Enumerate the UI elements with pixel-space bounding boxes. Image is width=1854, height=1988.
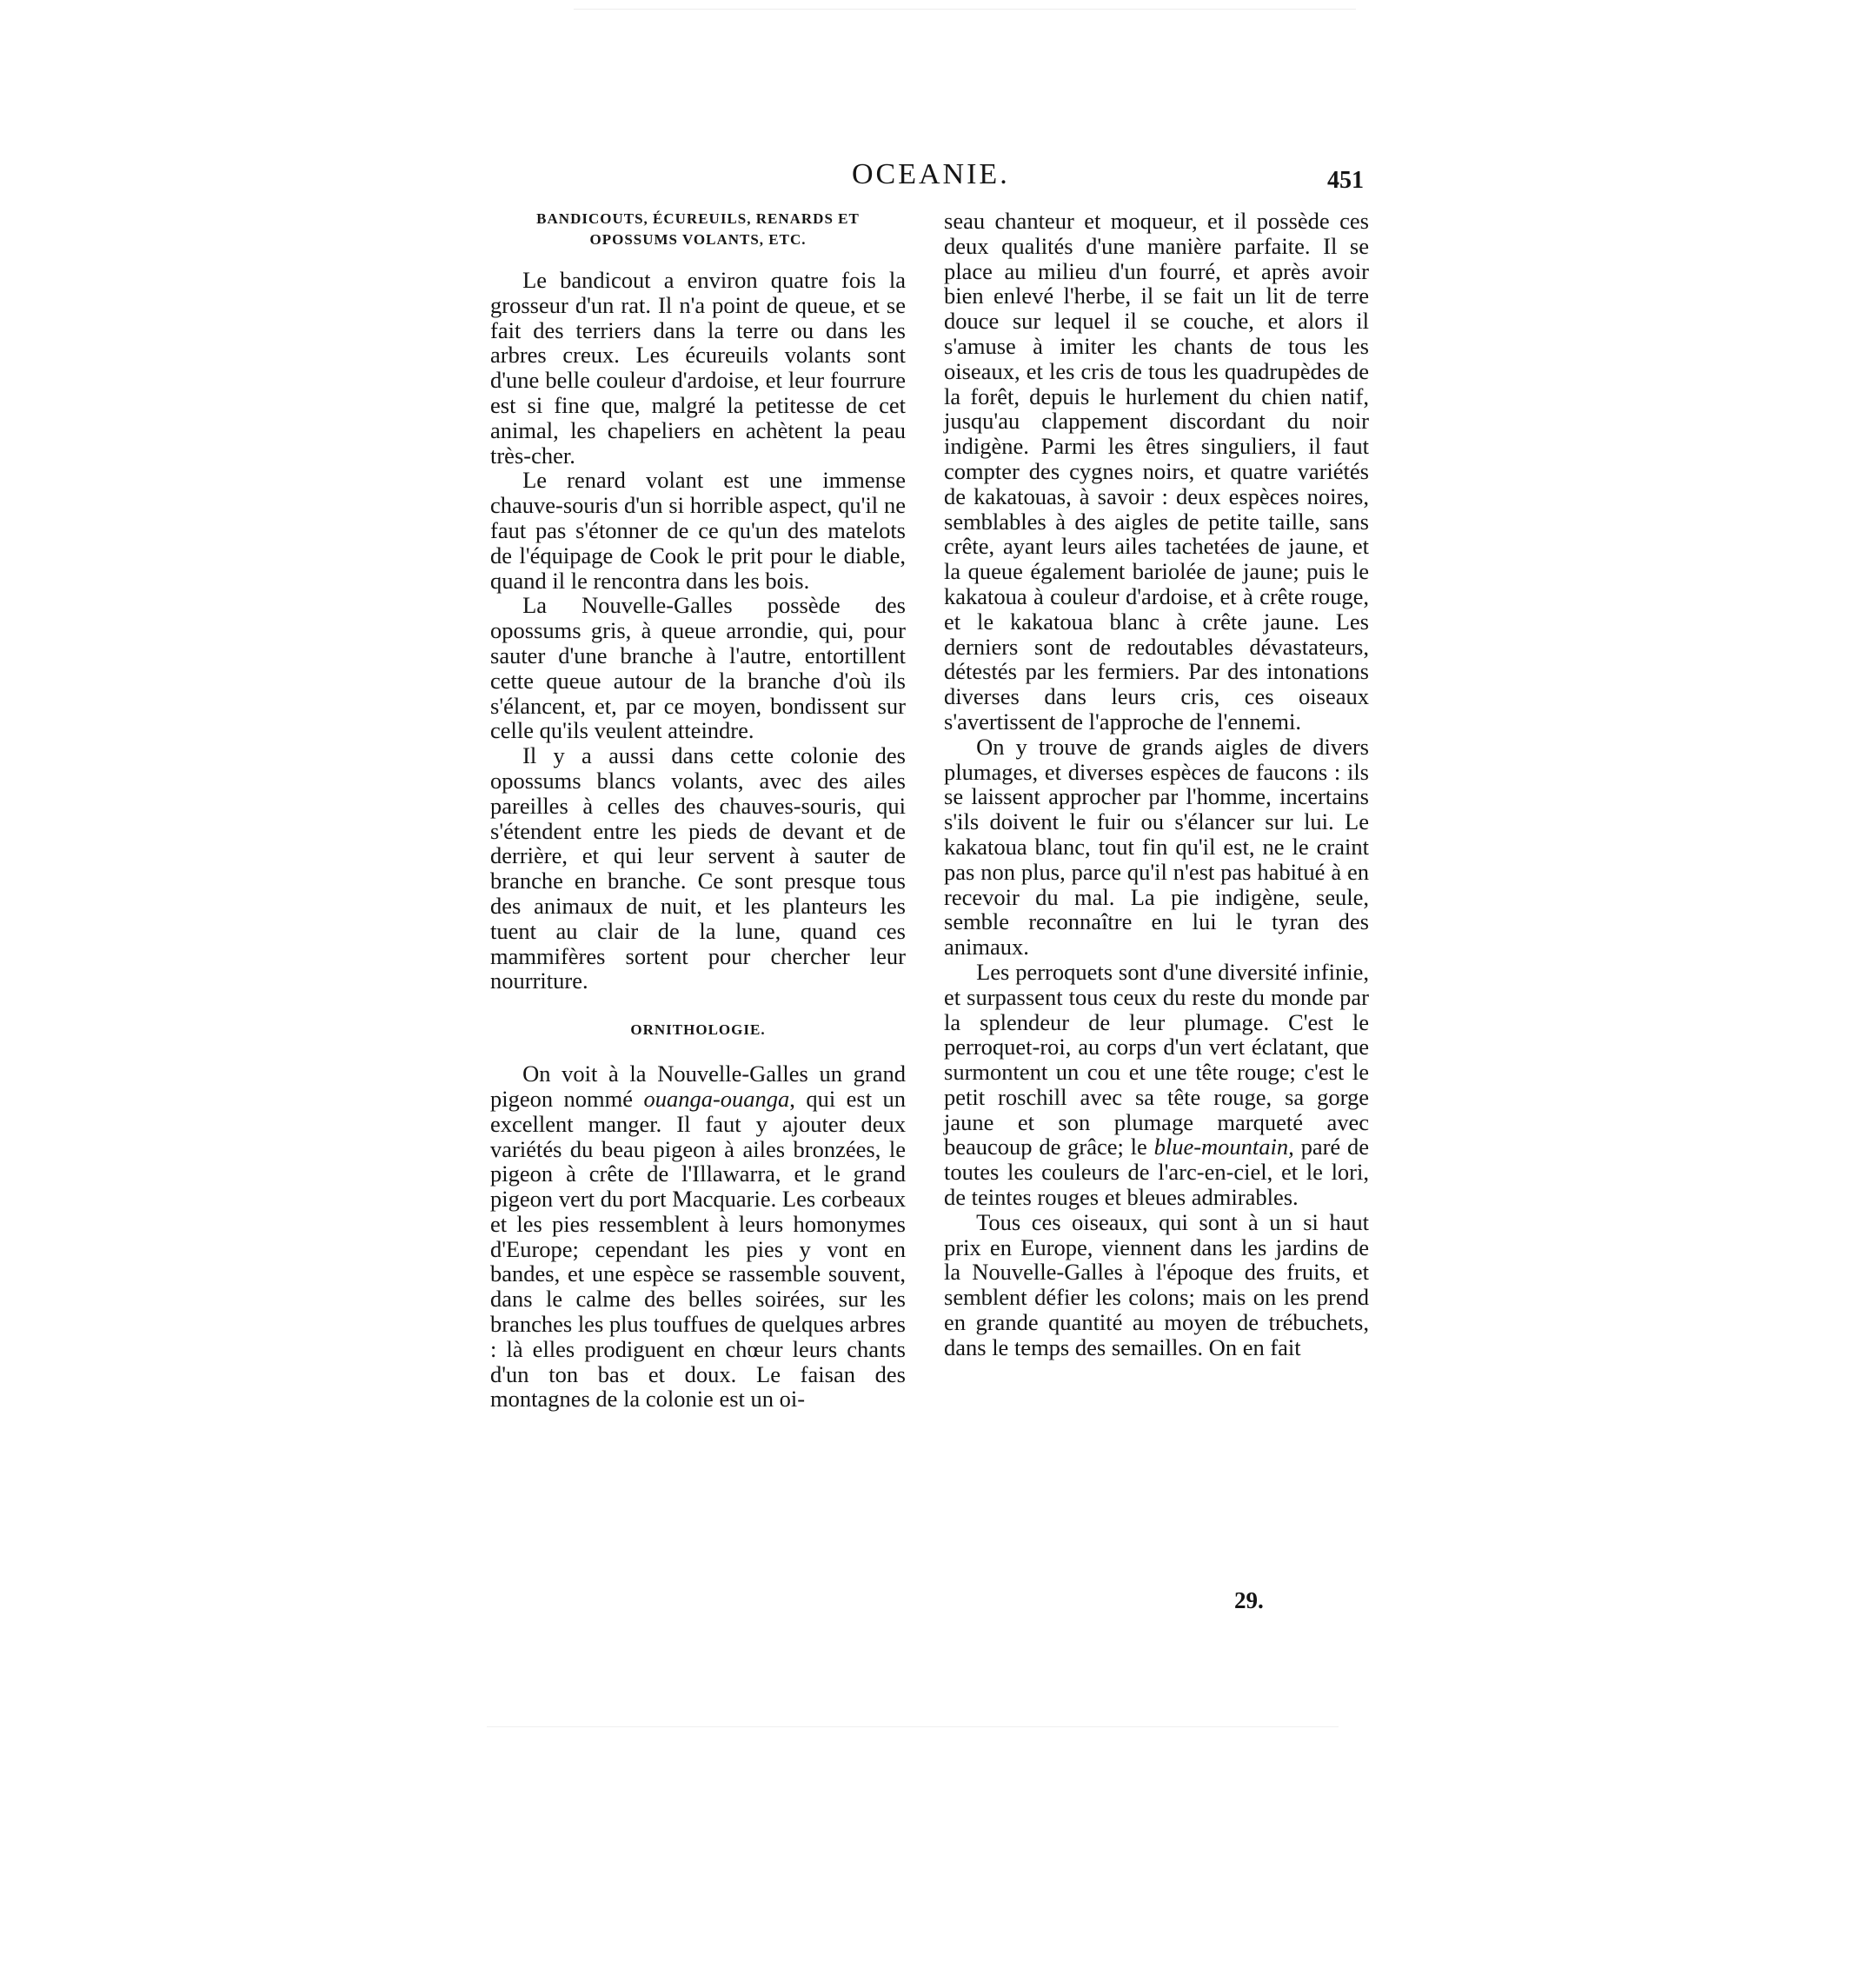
- section-title-ornithologie: ORNITHOLOGIE.: [630, 1021, 766, 1039]
- scan-edge-bottom: [487, 1726, 1339, 1727]
- paragraph-oiseaux-europe: Tous ces oiseaux, qui sont à un si haut prix en Europe, viennent dans les jardins de la Nouvelle-Galles à l'époque des fruits, et semblent défier les colons; mais on les prend en grande quantité au moyen de trébuchets, dans le temps des semailles. On en fait: [944, 1208, 1369, 1360]
- signature-mark: 29.: [1234, 1587, 1264, 1613]
- paragraph-pigeons: [490, 1061, 906, 1412]
- paragraph-opossums-gris: La Nouvelle-Galles possède des opossums gris, à queue arrondie, qui, pour sauter d'une branche à l'autre, entortillent cette queue autour de la branche d'où ils s'élancent, et, par ce moyen, bondissent sur celle qu'ils veulent atteindre.: [490, 592, 906, 744]
- paragraph-aigles: On y trouve de grands aigles de divers plumages, et diverses espèces de faucons : ils se laissent approcher par l'homme, incertains s'ils doivent le fuir ou s'élancer sur lui. Le kakatoua blanc, tout fin qu'il est, ne le craint pas non plus, parce qu'il n'est pas habitué à en recevoir du mal. La pie indigène, seule, semble reconnaître en lui le tyran des animaux.: [944, 733, 1369, 961]
- paragraph-perroquets: [944, 960, 1369, 1210]
- paragraph-faisan-continued: seau chanteur et moqueur, et il possède ces deux qualités d'une manière parfaite. Il se place au milieu d'un fourré, et après avoir bien enlevé l'herbe, il se fait un lit de terre douce sur lequel il se couche, et alors il s'amuse à imiter les chants de tous les oiseaux, et les cris de tous les quadrupèdes de la forêt, depuis le hurlement du chien natif, jusqu'au clappement discordant du noir indigène. Parmi les êtres singuliers, il faut compter des cygnes noirs, et quatre variétés de kakatouas, à savoir : deux espèces noires, semblables à des aigles de petite taille, sans crête, ayant leurs ailes tachetées de jaune, et la queue également bariolée de jaune; puis le kakatoua à couleur d'ardoise, et à crête rouge, et le kakatoua blanc à crête jaune. Les derniers sont de redoutables dévastateurs, détestés par les fermiers. Par des intonations diverses dans leurs cris, ces oiseaux s'avertissent de l'approche de l'ennemi.: [944, 208, 1369, 735]
- left-column: [490, 209, 906, 1412]
- paragraph-opossums-blancs: Il y a aussi dans cette colonie des opossums blancs volants, avec des ailes pareilles à celles des chauves-souris, qui s'étendent entre les pieds de devant et de derrière, et qui leur servent à sauter de branche en branche. Ce sont presque tous des animaux de nuit, et les planteurs les tuent au clair de la lune, quand ces mammifères sortent pour chercher leur nourriture.: [490, 742, 906, 994]
- paragraph-renard-volant: Le renard volant est une immense chauve-souris d'un si horrible aspect, qu'il ne faut pas s'étonner de ce qu'un des matelots de l'équipage de Cook le prit pour le diable, quand il le rencontra dans les bois.: [490, 467, 906, 594]
- running-title: OCEANIE.: [852, 158, 1010, 190]
- blue-mountain-term: blue-mountain,: [1153, 1134, 1294, 1160]
- scan-edge-top: [574, 9, 1356, 10]
- perroquets-text-start: Les perroquets sont d'une diversité infinie, et surpassent tous ceux du reste du monde par la splendeur de leur plumage. C'est le perroquet-roi, au corps d'un vert éclatant, que surmontent un cou et une tête rouge; c'est le petit roschill avec sa tête rouge, sa gorge jaune et son plumage marqueté avec beaucoup de grâce; le: [944, 958, 1369, 1160]
- section-title-mammals: BANDICOUTS, ÉCUREUILS, RENARDS ET OPOSSUMS VOLANTS, ETC.: [536, 210, 860, 248]
- paragraph-bandicout: Le bandicout a environ quatre fois la grosseur d'un rat. Il n'a point de queue, et se fait des terriers dans la terre ou dans les arbres creux. Les écureuils volants sont d'une belle couleur d'ardoise, et leur fourrure est si fine que, malgré la petitesse de cet animal, les chapeliers en achètent la peau très-cher.: [490, 267, 906, 469]
- page-number: 451: [1327, 167, 1364, 194]
- perroquets-text-end: paré de toutes les couleurs de l'arc-en-ciel, et le lori, de teintes rouges et bleues admirables.: [944, 1134, 1369, 1211]
- pigeons-text-start: On voit à la Nouvelle-Galles un grand pigeon nommé: [490, 1060, 906, 1112]
- right-column: [944, 209, 1369, 1360]
- ouanga-term: ouanga-ouanga: [643, 1085, 790, 1112]
- pigeons-text-end: , qui est un excellent manger. Il faut y ajouter deux variétés du beau pigeon à ailes bronzées, le pigeon à crête de l'Illawarra, et le grand pigeon vert du port Macquarie. Les corbeaux et les pies ressemblent à leurs homonymes d'Europe; cependant les pies y vont en bandes, et une espèce se rassemble souvent, dans le calme des belles soirées, sur les branches les plus touffues de quelques arbres : là elles prodiguent en chœur leurs chants d'un ton bas et doux. Le faisan des montagnes de la colonie est un oi-: [490, 1085, 906, 1413]
